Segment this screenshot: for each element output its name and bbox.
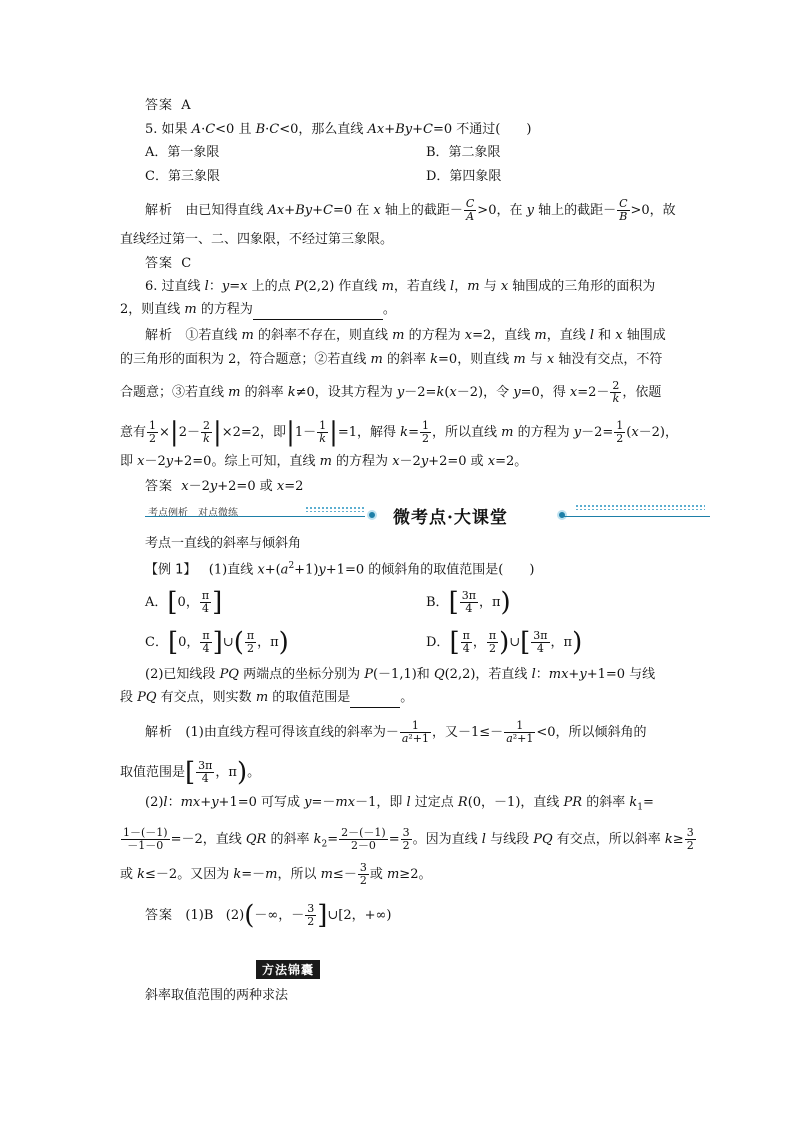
answer-value: A — [181, 98, 191, 113]
banner-dot-right-icon — [557, 510, 567, 520]
ex1-analysis-line5: 或 k≤－2。又因为 k=－m，所以 m≤－ $\frac{3}{2}$ 或 m≥2。 — [120, 861, 432, 887]
q6-analysis-line5: 即 x－2y+2=0。综上可知，直线 m 的方程为 x－2y+2=0 或 x=2。 — [120, 454, 528, 469]
ex1-analysis-line1: 解析 (1)由直线方程可得该直线的斜率为－ $\frac{1}{\text{a²+1}}$ ，又－1≤－ $\frac{1}{\text{a²+1}}$ <0，所以倾斜角的 — [145, 719, 647, 745]
question-6-stem1: 6. 过直线 l：y=x 上的点 P(2,2) 作直线 m，若直线 l，m 与 x 轴围成的三角形的面积为 — [145, 279, 656, 294]
banner-dot-left-icon — [367, 510, 377, 520]
q5-option-a: A．第一象限 — [145, 145, 220, 160]
kp1-heading: 考点一直线的斜率与倾斜角 — [145, 536, 302, 551]
q6-analysis-line1: 解析 ①若直线 m 的斜率不存在，则直线 m 的方程为 x=2，直线 m，直线 l 和 x 轴围成 — [145, 328, 666, 343]
answer-blank-2 — [350, 694, 400, 708]
banner-title: 微考点·大课堂 — [393, 508, 508, 528]
banner-rule-left — [145, 516, 365, 517]
ex1-option-d: D．[ $\frac{\pi}{4}$ ， $\frac{\pi}{2}$ )∪[ $\frac{3\pi}{4}$ ，π) — [426, 627, 583, 658]
ex1-analysis-line2: 取值范围是[ $\frac{3\pi}{4}$ ，π)。 — [120, 757, 261, 788]
q6-analysis-line2: 的三角形的面积为 2，符合题意；②若直线 m 的斜率 k=0，则直线 m 与 x 轴没有交点，不符 — [120, 352, 663, 367]
answer-label: 答案 — [145, 98, 174, 113]
question-6-stem2: 2，则直线 m 的方程为 。 — [120, 300, 396, 320]
ex1-analysis-line3: (2)l：mx+y+1=0 可写成 y=－mx－1，即 l 过定点 R(0，－1)，直线 PR 的斜率 $k_1=$ — [145, 795, 654, 813]
q6-analysis-line3: 合题意；③若直线 m 的斜率 k≠0，设其方程为 y－2=k(x－2)，令 y=0，得 x=2－ $\frac{2}{k}$ ，依题 — [120, 379, 662, 405]
q6-analysis-line4: 意有 $\frac{1}{2}$ ×|2－ $\frac{2}{k}$ |×2=2，即|1－ $\frac{1}{k}$ |=1，解得 k= $\frac{1}{2}$ ，所以直线 m 的方程为 y－2= $\frac{1}{2}$ (x－2)， — [120, 417, 678, 448]
ex1-option-c: C．[0， $\frac{\pi}{4}$ ]∪( $\frac{\pi}{2}$ ，π) — [145, 627, 289, 658]
ex1-answer-line: 答案 (1)B (2)(－∞，－ $\frac{3}{2}$ ]∪[2，+∞) — [145, 900, 392, 931]
question-5-stem: 5. 如果 A·C<0 且 B·C<0，那么直线 Ax+By+C=0 不通过( ) — [145, 122, 532, 137]
banner-rule-right — [560, 516, 710, 517]
ex1-option-b: B．[ $\frac{3\pi}{4}$ ，π) — [426, 587, 511, 618]
example-1-part2b: 段 PQ 有交点，则实数 m 的取值范围是 。 — [120, 688, 413, 708]
q5-analysis-line2: 直线经过第一、二、四象限，不经过第三象限。 — [120, 232, 394, 247]
ex1-option-a: A．[0， $\frac{\pi}{4}$ ] — [145, 587, 223, 618]
q5-option-c: C．第三象限 — [145, 169, 220, 184]
banner-dots-right — [575, 504, 705, 510]
method-tag: 方法锦囊 — [256, 960, 320, 979]
example-1-part2a: (2)已知线段 PQ 两端点的坐标分别为 P(－1,1)和 Q(2,2)，若直线 l：mx+y+1=0 与线 — [145, 667, 656, 682]
q5-option-d: D．第四象限 — [426, 169, 502, 184]
q5-answer-line: 答案 C — [145, 256, 192, 271]
q5-option-b: B．第二象限 — [426, 145, 501, 160]
method-title: 斜率取值范围的两种求法 — [145, 988, 289, 1003]
banner-tabs: 考点例析 对点微练 — [148, 508, 238, 519]
q5-analysis-line1: 解析 由已知得直线 Ax+By+C=0 在 x 轴上的截距－ $\frac{C}{A}$ >0，在 y 轴上的截距－ $\frac{C}{B}$ >0，故 — [145, 197, 676, 223]
example-1-part1: 【例 1】 (1)直线 $x+(a^2+1)y+1=0$ 的倾斜角的取值范围是( ) — [145, 561, 535, 578]
banner-dots-left — [305, 506, 365, 512]
q6-answer-line: 答案 x－2y+2=0 或 x=2 — [145, 479, 304, 494]
answer-blank — [253, 306, 383, 320]
section-banner — [145, 502, 710, 530]
ex1-analysis-line4: $\frac{1-(-1)}{-1-0}$ =－2，直线 QR 的斜率 $k_2=$ $\frac{2-(-1)}{2-0}$ = $\frac{3}{2}$ 。因为直线 l 与线段 PQ 有交点，所以斜率 k≥ $\frac{3}{2}$ — [123, 826, 694, 852]
answer-line-q4 — [145, 96, 191, 116]
